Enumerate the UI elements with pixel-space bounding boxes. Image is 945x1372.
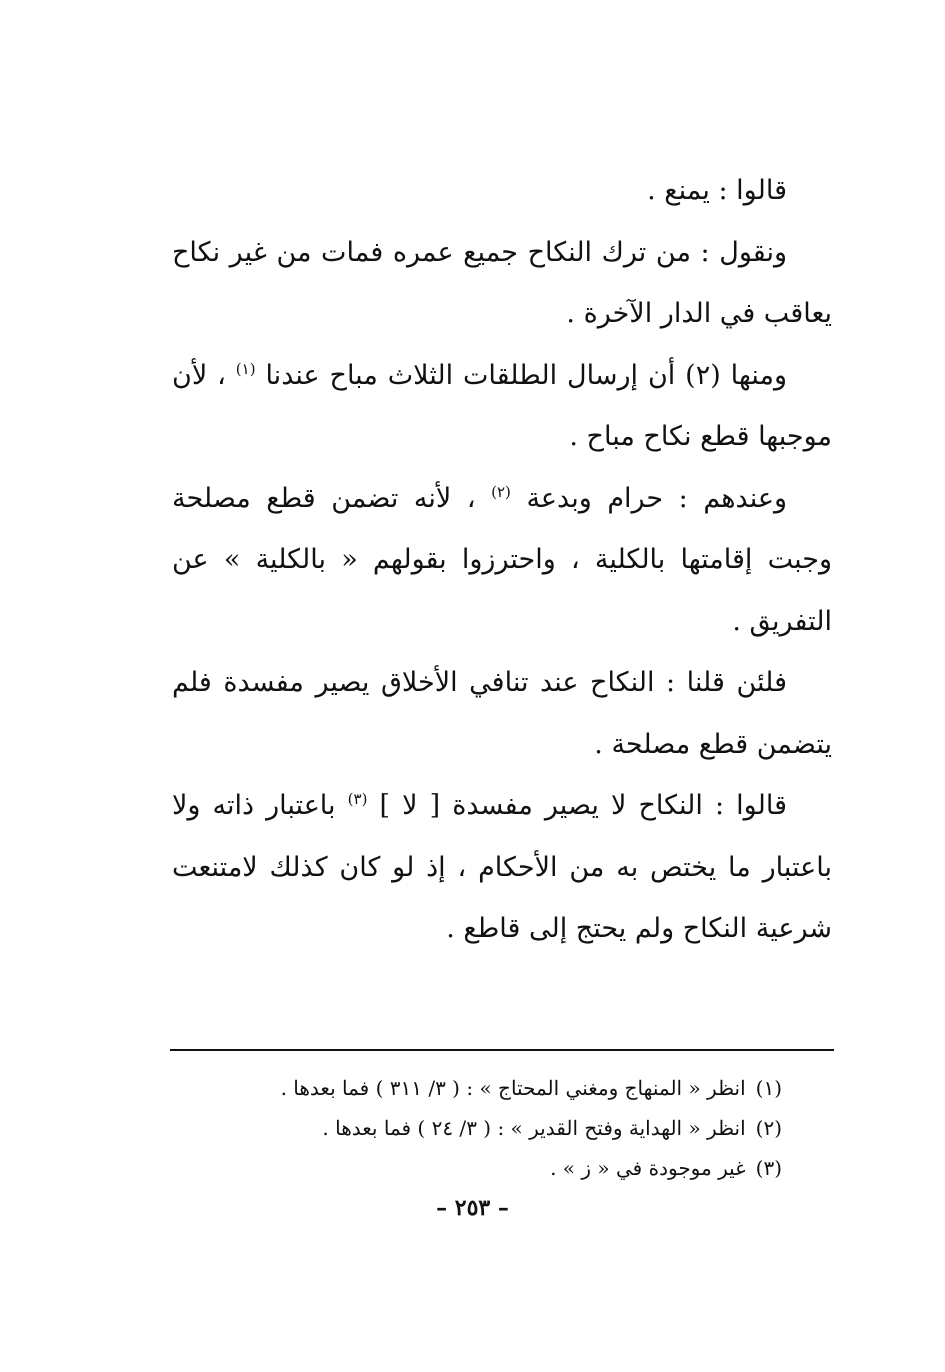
paragraph-6-text-start: قالوا : النكاح لا يصير مفسدة [ لا ] <box>379 790 787 821</box>
footnote-ref-3: (٣) <box>347 790 368 808</box>
paragraph-6 <box>172 775 832 960</box>
paragraph-4-text-end: ، لأنه تضمن قطع مصلحة وجبت إقامتها بالكلية ، واحترزوا بقولهم « بالكلية » عن التفريق . <box>172 482 832 637</box>
paragraph-1 <box>172 160 832 222</box>
footnotes <box>172 1068 782 1188</box>
footnote-text: انظر « الهداية وفتح القدير » : ( ٣/ ٢٤ ) فما بعدها . <box>322 1116 746 1140</box>
paragraph-2 <box>172 222 832 345</box>
footnote-number: (٣) <box>755 1156 782 1180</box>
paragraph-4 <box>172 468 832 653</box>
footnote-number: (٢) <box>755 1116 782 1140</box>
paragraph-3-text-start: ومنها (٢) أن إرسال الطلقات الثلاث مباح عندنا <box>265 359 787 391</box>
paragraph-5-text: فلئن قلنا : النكاح عند تنافي الأخلاق يصير مفسدة فلم يتضمن قطع مصلحة . <box>172 667 832 760</box>
main-text <box>172 160 832 960</box>
footnote-ref-1: (١) <box>235 359 256 378</box>
paragraph-5 <box>172 652 832 775</box>
footnote-text: غير موجودة في « ز » . <box>550 1156 746 1180</box>
paragraph-3-text-end: ، لأن موجبها قطع نكاح مباح . <box>172 359 832 452</box>
page-number: – ٢٥٣ – <box>436 1195 509 1221</box>
footnote-divider <box>170 1049 834 1051</box>
paragraph-1-text: قالوا : يمنع . <box>647 175 787 206</box>
footnote-1 <box>172 1068 782 1108</box>
paragraph-3 <box>172 345 832 468</box>
footnote-3 <box>172 1148 782 1188</box>
paragraph-2-text: ونقول : من ترك النكاح جميع عمره فمات من غير نكاح يعاقب في الدار الآخرة . <box>172 236 832 329</box>
footnote-2 <box>172 1108 782 1148</box>
footnote-ref-2: (٢) <box>491 482 511 501</box>
footnote-number: (١) <box>755 1076 782 1100</box>
paragraph-6-text-end: باعتبار ذاته ولا باعتبار ما يختص به من الأحكام ، إذ لو كان كذلك لامتنعت شرعية النكاح ولم يحتج إلى قاطع . <box>172 790 832 944</box>
footnote-text: انظر « المنهاج ومغني المحتاج » : ( ٣/ ٣١١ ) فما بعدها . <box>280 1076 746 1100</box>
paragraph-4-text-start: وعندهم : حرام وبدعة <box>526 482 787 514</box>
